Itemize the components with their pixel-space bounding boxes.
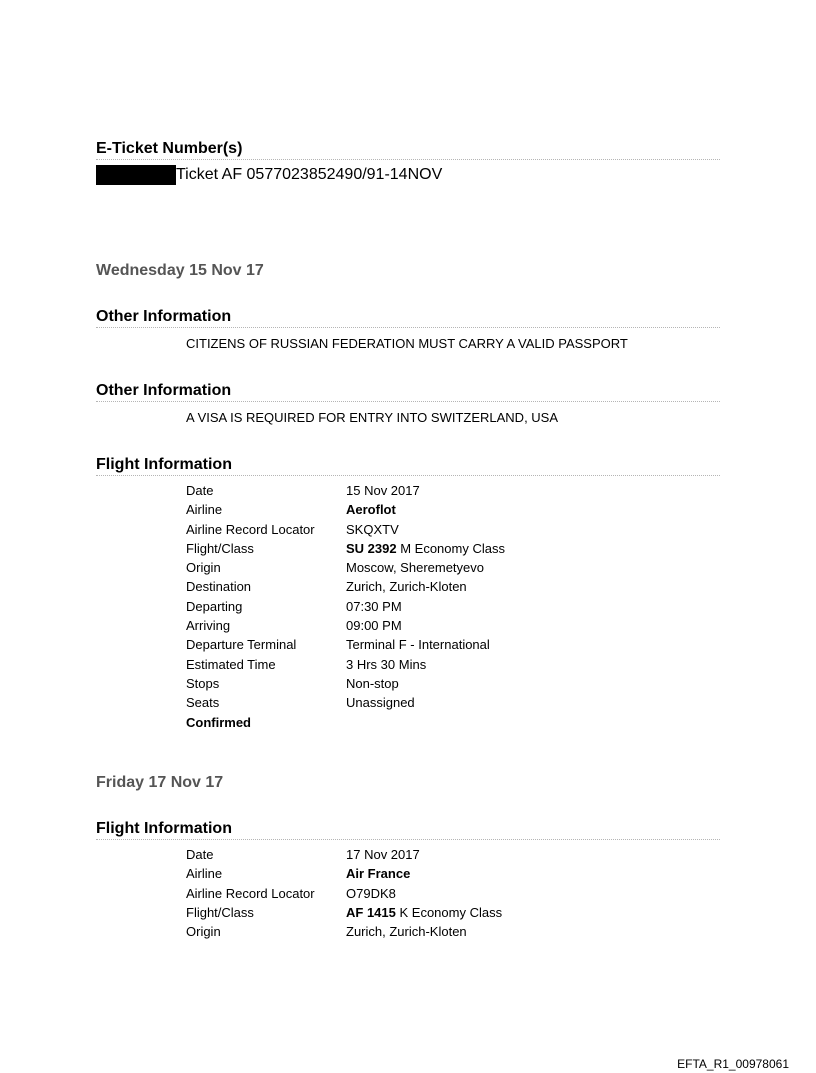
- detail-label: Origin: [186, 560, 221, 576]
- detail-value: Moscow, Sheremetyevo: [346, 560, 485, 576]
- flight-info-heading-2: Flight Information: [96, 819, 720, 840]
- detail-value: Aeroflot: [346, 502, 396, 518]
- detail-row: [186, 693, 505, 712]
- detail-row: [186, 597, 505, 616]
- flight-code: AF 1415: [346, 904, 396, 920]
- detail-row: [186, 500, 505, 519]
- detail-value: 3 Hrs 30 Mins: [346, 656, 427, 672]
- detail-label: Origin: [186, 924, 221, 940]
- other-info-heading-2: Other Information: [96, 381, 720, 402]
- detail-value: Zurich, Zurich-Kloten: [346, 579, 467, 595]
- detail-row: [186, 864, 502, 883]
- detail-label: Date: [186, 483, 214, 498]
- flight-class: K Economy Class: [395, 904, 503, 920]
- detail-row: [186, 635, 505, 654]
- detail-label: Destination: [186, 579, 252, 595]
- flight-class: M Economy Class: [396, 540, 505, 556]
- detail-row: [186, 674, 505, 693]
- detail-label: Seats: [186, 695, 220, 711]
- ticket-line: [96, 165, 442, 185]
- detail-value: Zurich, Zurich-Kloten: [346, 924, 467, 940]
- detail-label: Airline: [186, 502, 223, 518]
- detail-value: 17 Nov 2017: [346, 847, 420, 862]
- detail-label: Airline: [186, 866, 223, 882]
- detail-value: Terminal F - International: [346, 637, 490, 653]
- detail-row: [186, 577, 505, 596]
- detail-row: [186, 616, 505, 635]
- detail-label: Estimated Time: [186, 656, 276, 672]
- detail-value: SKQXTV: [346, 521, 399, 537]
- detail-label: Stops: [186, 675, 220, 691]
- detail-value: Unassigned: [346, 695, 415, 711]
- document-id: EFTA_R1_00978061: [677, 1057, 789, 1071]
- detail-label: Arriving: [186, 618, 231, 634]
- day2-date: Friday 17 Nov 17: [96, 774, 224, 791]
- detail-label: Departing: [186, 598, 243, 614]
- day1-date: Wednesday 15 Nov 17: [96, 262, 264, 279]
- detail-row: [186, 884, 502, 903]
- other-info-text-1: CITIZENS OF RUSSIAN FEDERATION MUST CARRY A VALID PASSPORT: [186, 336, 628, 351]
- detail-value: O79DK8: [346, 885, 396, 901]
- detail-value: Air France: [346, 866, 411, 882]
- detail-value: 09:00 PM: [346, 618, 402, 634]
- flight-details-2: [186, 845, 502, 941]
- flight-code: SU 2392: [346, 540, 397, 556]
- detail-label: Flight/Class: [186, 540, 254, 556]
- booking-status: Confirmed: [186, 714, 251, 730]
- detail-value: Non-stop: [346, 675, 399, 691]
- flight-details-1: [186, 481, 505, 732]
- detail-value: [346, 903, 502, 922]
- detail-label: Departure Terminal: [186, 637, 297, 653]
- detail-row: [186, 539, 505, 558]
- detail-label: Flight/Class: [186, 904, 254, 920]
- detail-value: 15 Nov 2017: [346, 483, 420, 498]
- detail-row: [186, 520, 505, 539]
- other-info-heading-1: Other Information: [96, 307, 720, 328]
- ticket-number: Ticket AF 0577023852490/91-14NOV: [176, 166, 443, 183]
- detail-label: Date: [186, 847, 214, 862]
- detail-label: Airline Record Locator: [186, 521, 315, 537]
- flight-info-heading-1: Flight Information: [96, 455, 720, 476]
- detail-value: [346, 539, 505, 558]
- detail-row: [186, 845, 502, 864]
- detail-label: Airline Record Locator: [186, 885, 315, 901]
- eticket-heading: E-Ticket Number(s): [96, 139, 720, 160]
- other-info-text-2: A VISA IS REQUIRED FOR ENTRY INTO SWITZERLAND, USA: [186, 410, 559, 425]
- detail-row: [186, 558, 505, 577]
- detail-row: [186, 655, 505, 674]
- detail-row: [186, 922, 502, 941]
- detail-row: [186, 481, 505, 500]
- redaction-block: [96, 165, 176, 185]
- detail-value: 07:30 PM: [346, 598, 402, 614]
- detail-row: [186, 903, 502, 922]
